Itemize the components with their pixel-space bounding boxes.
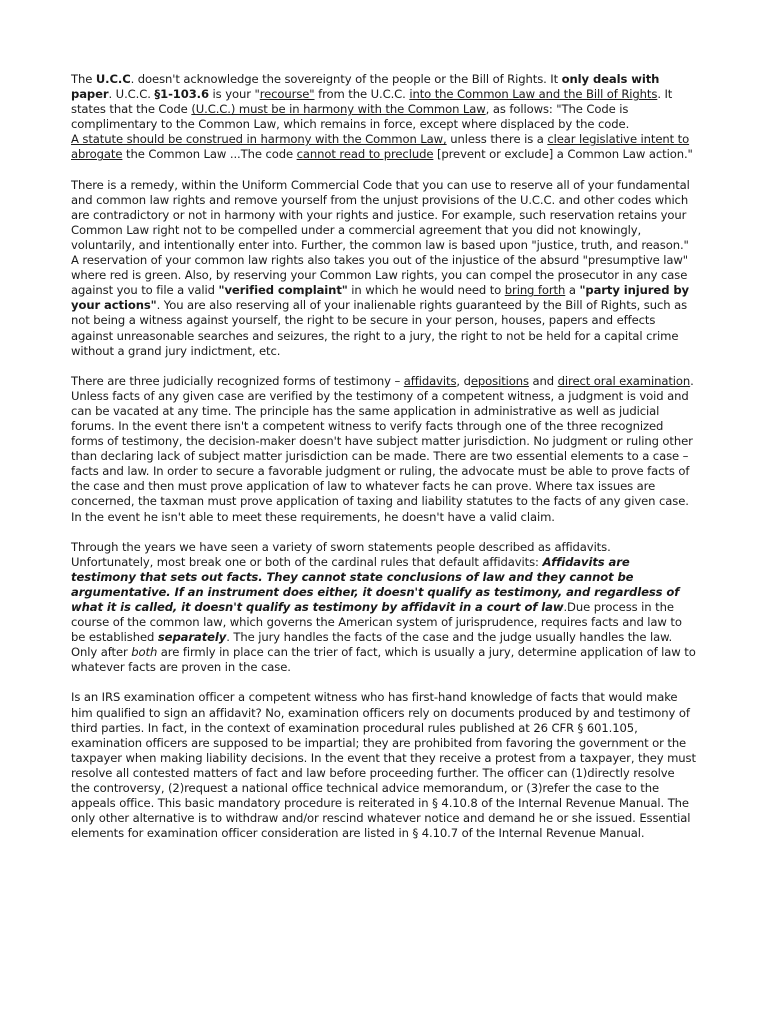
text-run: . The jury handles the facts of the case and the judge usually handles the law. Only after [71,630,673,660]
text-run: are firmly in place can the trier of fact, which is usually a jury, determine application of law to whatever facts are proven in the case. [71,645,696,675]
text-run: and [528,373,558,388]
text-run: . You are also reserving all of your inalienable rights guaranteed by the Bill of Rights, such as not being a witness against yourself, the right to be secure in your person, houses, papers and effects against unreasonable searches and seizures, the right to a jury, the right to not be held for a capital crime without a grand jury indictment, etc. [71,298,688,358]
bold-text: only deals with paper [71,72,660,102]
bold-italic-text: Affidavits are testimony that sets out facts. They cannot state conclusions of law and they cannot be argumentative. If an instrument does either, it doesn't qualify as testimony, and regardless of what it is called, it doesn't qualify as testimony by affidavit in a court of law [71,554,680,614]
text-run: from the U.C.C. [314,87,410,102]
underlined-text: epositions [470,373,529,388]
text-run: . U.C.C. [108,87,155,102]
underlined-text: (U.C.C.) must be in harmony with the Common Law [191,102,486,117]
text-run: . doesn't acknowledge the sovereignty of the people or the Bill of Rights. It [130,72,562,86]
text-run: [prevent or exclude] a Common Law action." [433,147,693,162]
underlined-text: affidavits [403,373,457,388]
underlined-text: A statute should be construed in harmony with the Common Law, [71,132,447,147]
text-run: a [565,283,580,298]
paragraph-affidavits [71,540,696,676]
text-run: , d [456,373,471,388]
paragraph-remedy [71,178,696,359]
underlined-text: bring forth [504,283,566,298]
bold-text: "party injured by your actions" [71,283,689,313]
text-run: in which he would need to [347,283,505,298]
paragraph-irs-officer [71,690,696,841]
text-run: Through the years we have seen a variety of sworn statements people described as affidavits. Unfortunately, most break one or both of the cardinal rules that default affidavits: [71,539,611,569]
underlined-text: clear legislative intent to abrogate [71,132,690,162]
text-run: , as follows: "The Code is complimentary to the Common Law, which remains in force, except where displaced by the code. [71,102,630,132]
text-run: unless there is a [446,132,548,147]
paragraph-testimony [71,374,696,525]
bold-text: "verified complaint" [218,283,348,298]
text-run: .Due process in the course of the common law, which governs the American system of jurisprudence, requires facts and law to be established [71,600,682,645]
text-run: . It states that the Code [71,87,673,117]
underlined-text: cannot read to preclude [296,147,434,162]
bold-text: U.C.C [95,72,131,86]
text-run: There is a remedy, within the Uniform Commercial Code that you can use to reserve all of your fundamental and common law rights and remove yourself from the unjust provisions of the U.C.C. and other codes which are contradictory or not in harmony with your rights and justice. For example, such reservation retains your Common Law right not to be compelled under a commercial agreement that you did not knowingly, voluntarily, and intentionally enter into. Further, the common law is based upon "justice, truth, and reason." A reservation of your common law rights also takes you out of the injustice of the absurd "presumptive law" where red is green. Also, by reserving your Common Law rights, you can compel the prosecutor in any case against you to file a valid [71,177,690,298]
text-run: is your " [208,87,260,102]
text-run: The [71,72,96,86]
bold-text: §1-103.6 [154,87,209,102]
underlined-text: into the Common Law and the Bill of Rights [409,87,658,102]
underlined-text: recourse" [259,87,315,102]
text-run: . Unless facts of any given case are verified by the testimony of a competent witness, a judgment is void and can be vacated at any time. The principle has the same application in administrative as well as judicial forums. In the event there isn't a competent witness to verify facts through one of the three recognized forms of testimony, the decision-maker doesn't have subject matter jurisdiction. No judgment or ruling other than declaring lack of subject matter jurisdiction can be made. There are two essential elements to a case – facts and law. In order to secure a favorable judgment or ruling, the advocate must be able to prove facts of the case and then must prove application of law to whatever facts he can prove. Where tax issues are concerned, the taxman must prove application of taxing and liability statutes to the facts of any given case. In the event he isn't able to meet these requirements, he doesn't have a valid claim. [71,373,694,524]
italic-text: both [131,645,158,660]
paragraph-ucc [71,72,696,163]
text-run: the Common Law ...The code [122,147,297,162]
underlined-text: direct oral examination [557,373,691,388]
text-run: Is an IRS examination officer a competent witness who has first-hand knowledge of facts that would make him qualified to sign an affidavit? No, examination officers rely on documents produced by and testimony of third parties. In fact, in the context of examination procedural rules published at 26 CFR § 601.105, examination officers are supposed to be impartial; they are prohibited from favoring the government or the taxpayer when making liability decisions. In the event that they receive a protest from a taxpayer, they must resolve all contested matters of fact and law before proceeding further. The officer can (1)directly resolve the controversy, (2)request a national office technical advice memorandum, or (3)refer the case to the appeals office. This basic mandatory procedure is reiterated in § 4.10.8 of the Internal Revenue Manual. The only other alternative is to withdraw and/or rescind whatever notice and demand he or she issued. Essential elements for examination officer consideration are listed in § 4.10.7 of the Internal Revenue Manual. [71,690,696,841]
text-run: There are three judicially recognized forms of testimony – [71,373,404,388]
bold-italic-text: separately [157,630,227,645]
